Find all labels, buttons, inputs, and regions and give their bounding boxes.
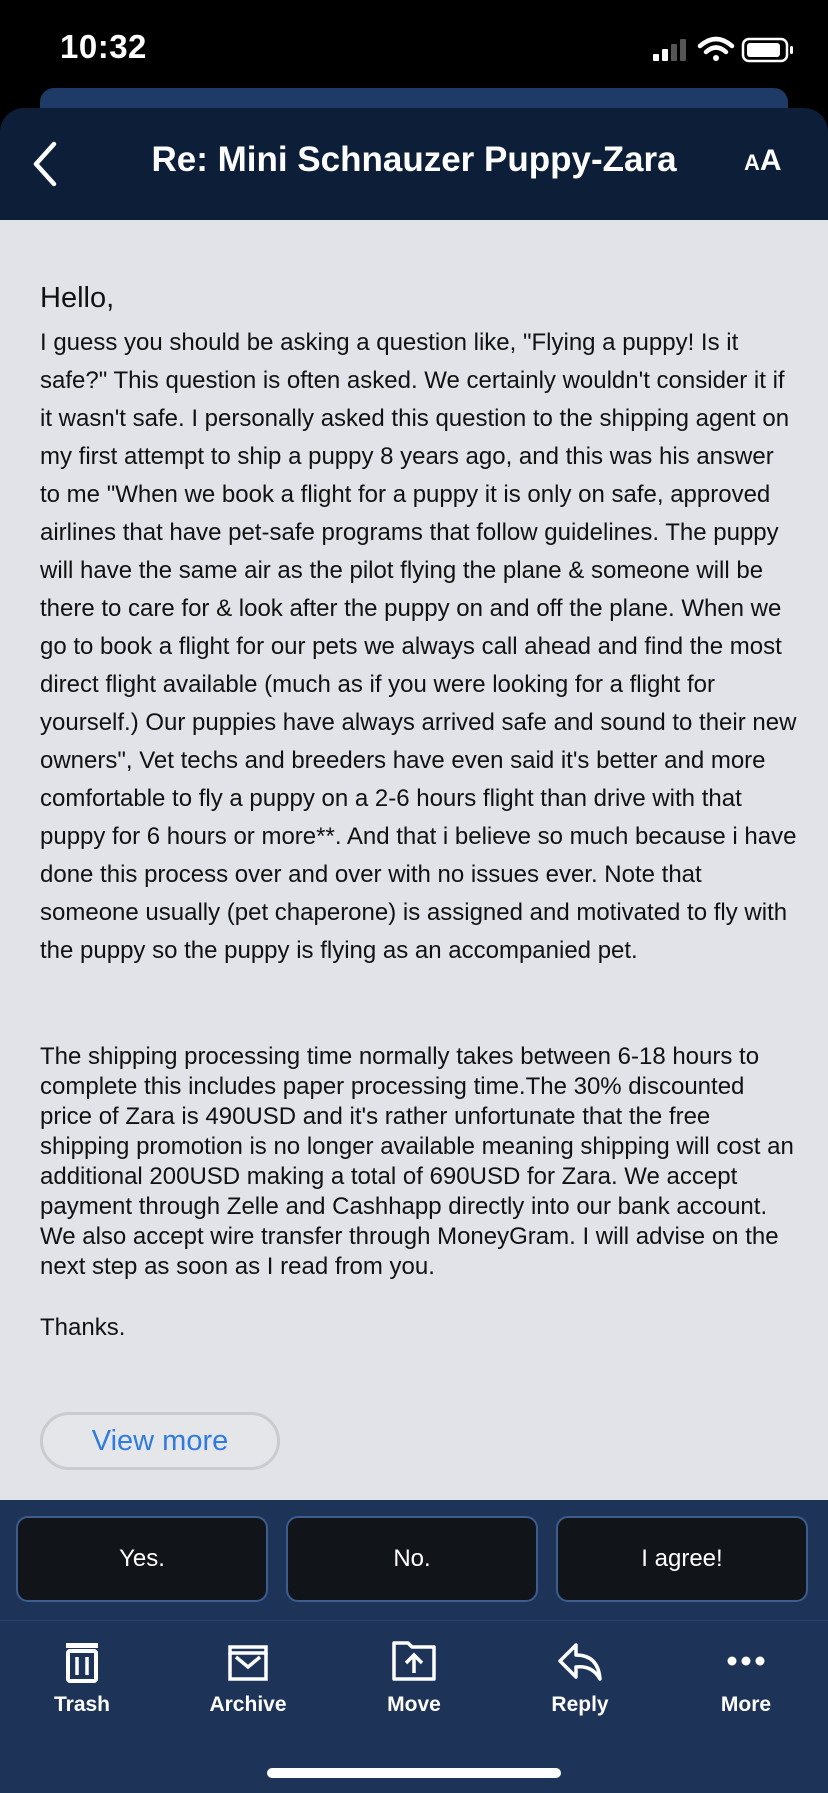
archive-icon bbox=[224, 1639, 272, 1685]
status-icons bbox=[628, 0, 828, 90]
move-label: Move bbox=[387, 1693, 441, 1716]
more-label: More bbox=[720, 1693, 772, 1716]
quick-reply-yes[interactable]: Yes. bbox=[16, 1516, 268, 1602]
reply-label: Reply bbox=[551, 1693, 609, 1716]
quick-replies bbox=[0, 1500, 828, 1620]
greeting: Hello, bbox=[40, 282, 115, 314]
message-header bbox=[0, 108, 828, 220]
move-button[interactable] bbox=[354, 1639, 474, 1739]
back-button[interactable] bbox=[28, 138, 68, 190]
trash-button[interactable] bbox=[22, 1639, 142, 1739]
status-time: 10:32 bbox=[60, 28, 147, 65]
signal-icon bbox=[653, 39, 686, 61]
trash-icon bbox=[60, 1639, 104, 1685]
status-bar bbox=[0, 0, 828, 90]
view-more-button[interactable]: View more bbox=[40, 1412, 280, 1470]
wifi-icon bbox=[700, 39, 732, 61]
quick-reply-agree[interactable]: I agree! bbox=[556, 1516, 808, 1602]
signoff: Thanks. bbox=[40, 1314, 126, 1341]
trash-label: Trash bbox=[53, 1693, 111, 1716]
more-button[interactable] bbox=[686, 1639, 806, 1739]
more-icon bbox=[722, 1639, 770, 1685]
home-indicator bbox=[267, 1768, 561, 1778]
message-body bbox=[0, 220, 828, 1500]
archive-button[interactable] bbox=[188, 1639, 308, 1739]
move-icon bbox=[390, 1639, 438, 1685]
reply-button[interactable] bbox=[520, 1639, 640, 1739]
body-paragraph-1: I guess you should be asking a question like, "Flying a puppy! Is it safe?" This question is often asked. We certainly wouldn't consider it if it wasn't safe. I personally asked this question to the shipping agent on my first attempt to ship a puppy 8 years ago, and this was his answer to me "When we book a flight for a puppy it is only on safe, approved airlines that have pet-safe programs that follow guidelines. The puppy will have the same air as the pilot flying the plane & someone will be there to care for & look after the puppy on and off the plane. When we go to book a flight for our pets we always call ahead and find the most direct flight available (much as if you were looking for a flight for yourself.) Our puppies have always arrived safe and sound to their new owners", Vet techs and breeders have even said it's better and more comfortable to fly a puppy on a 2-6 hours flight than drive with that puppy for 6 hours or more**. And that i believe so much because i have done this process over and over with no issues ever. Note that someone usually (pet chaperone) is assigned and motivated to fly with the puppy so the puppy is flying as an accompanied pet. bbox=[40, 329, 797, 964]
text-size-button[interactable] bbox=[744, 144, 792, 184]
text-size-small-letter: A bbox=[744, 150, 760, 175]
quick-reply-no[interactable]: No. bbox=[286, 1516, 538, 1602]
reply-icon bbox=[556, 1639, 604, 1685]
archive-label: Archive bbox=[209, 1693, 287, 1716]
message-subject: Re: Mini Schnauzer Puppy-Zara bbox=[151, 140, 677, 179]
text-size-big-letter: A bbox=[759, 144, 782, 177]
body-paragraph-2: The shipping processing time normally takes between 6-18 hours to complete this includes paper processing time.The 30% discounted price of Zara is 490USD and it's rather unfortunate that the free shipping promotion is no longer available meaning shipping will cost an additional 200USD making a total of 690USD for Zara. We accept payment through Zelle and Cashhapp directly into our bank account. We also accept wire transfer through MoneyGram. I will advise on the next step as soon as I read from you. bbox=[40, 1043, 794, 1280]
bottom-toolbar bbox=[0, 1620, 828, 1793]
battery-icon bbox=[743, 39, 793, 61]
